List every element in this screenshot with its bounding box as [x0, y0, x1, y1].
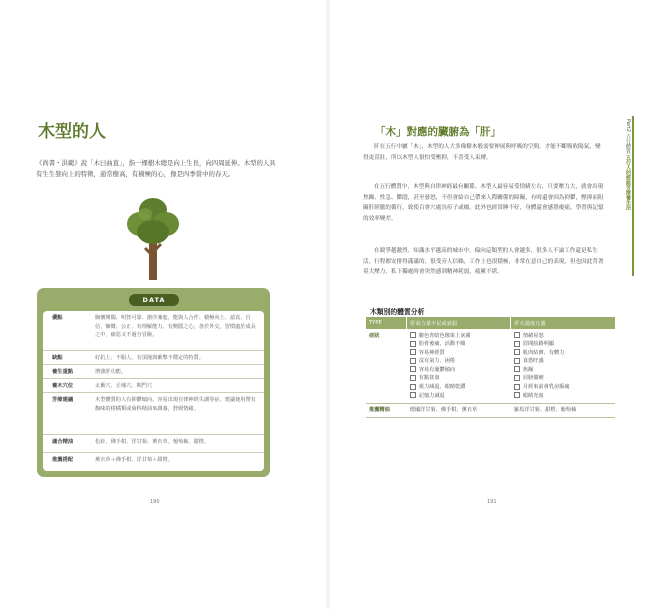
checkbox-icon	[514, 384, 520, 390]
list-item: 記憶力減退	[410, 392, 508, 401]
table-header: TYPE	[366, 317, 407, 329]
data-row-label: 養生重點	[52, 369, 74, 375]
checkbox-icon	[410, 392, 416, 398]
table-cell: 德國洋甘菊、佛手柑、薰衣草	[407, 403, 511, 418]
data-row-value: 木型體質的人有抑鬱傾向，容易出現自律神經失調等症，建議使用帶有馥味的柑橘類或菊科精油來調養，舒緩情緒。	[95, 397, 256, 412]
chapter-label-highlight: 五行人的經絡芳療養生法	[625, 155, 631, 211]
list-item: 容易神經質	[410, 349, 508, 358]
data-row	[43, 378, 264, 393]
data-row-value: 薰衣草＋佛手柑、洋甘菊＋甜橙。	[95, 457, 173, 463]
table-header: 肝火過度亢盛	[511, 317, 615, 329]
checkbox-icon	[410, 341, 416, 347]
data-row	[43, 452, 264, 472]
body-paragraph: 在五行體質中，木型與自律神經最有關係。木型人最容易受情緒左右，只要壓力大，就會出現焦躁、性急、鬱悶，甚至發怒，不但會給自己帶來人際關係的障礙，有時還會因為抑鬱，壓抑而阻礙肝經脈的循行，致使百會穴處長痘子或癢，此外也經常睡不好，身體還會感覺痠痛，學習與記憶的效率變差。	[363, 184, 604, 222]
checkbox-icon	[410, 349, 416, 355]
left-page-title: 木型的人	[38, 122, 106, 142]
list-item: 視力減退、眼睛乾澀	[410, 383, 508, 392]
list-item: 焦躁	[514, 366, 612, 375]
data-row-value: 胸懷開闊、明智可靠、搶序兼進、能與人合作、積極向上、認真、自信、慷慨、公正、有理解能力、有惻隱之心，善於外交，習慣處於成長之中，痛惡又不過分冒險。	[95, 315, 256, 338]
col1-list	[407, 329, 511, 403]
checkbox-icon	[514, 392, 520, 398]
checkbox-icon	[410, 358, 416, 364]
page-number-right: 191	[487, 499, 497, 505]
list-item: 肋骨後痛、活動不順	[410, 340, 508, 349]
right-page-title: 「木」對應的臟腑為「肝」	[375, 126, 501, 138]
data-box	[37, 288, 270, 477]
table-header: 肝氣力量不足或衰弱	[407, 317, 511, 329]
row-label: 症狀	[366, 329, 407, 403]
data-row-label: 適合精油	[52, 439, 74, 445]
data-row-value: 太衝穴、丘墟穴、期門穴	[95, 383, 153, 389]
list-item: 月經來前會乳房脹痛	[514, 383, 612, 392]
data-row-value: 好抗上、不服人、有頂撞與衝擊不穩定的特質。	[95, 355, 204, 361]
data-row	[43, 350, 264, 365]
checkbox-icon	[514, 341, 520, 347]
checkbox-icon	[514, 332, 520, 338]
table-cell: 羅馬洋甘菊、甜橙、葡萄柚	[511, 403, 615, 418]
list-item: 情緒易怒	[514, 332, 612, 341]
intro-paragraph: 《尚書・洪範》說「木曰曲直」，指一棵樹木總是向上生長，向四周延伸。木型的人具有生生發向上的特徵，通常樹高，有橫極的心，像是四季當中的春天。	[36, 159, 276, 178]
checkbox-icon	[410, 366, 416, 372]
chapter-label-prefix: Part2 五行體質	[625, 119, 631, 154]
checkbox-icon	[514, 349, 520, 355]
data-row-label: 缺點	[52, 355, 63, 361]
list-item: 臉色青暗色像果上灰霧	[410, 332, 508, 341]
checkbox-icon	[410, 375, 416, 381]
list-item: 沒有氣力、困倦	[410, 357, 508, 366]
data-row	[43, 364, 264, 379]
data-tag: DATA	[129, 294, 179, 306]
table-row-symptoms	[366, 329, 615, 403]
list-item: 眉間紋路明顯	[514, 340, 612, 349]
table-title: 木類別的體質分析	[370, 308, 425, 316]
body-paragraph: 肝在五行中屬「木」，木型的人大多像樹木般需要伸展與呼吸的空間，才能不斷吸收陽氣，變得更茁壯，所以木型人很怕受壓抑，不喜受人束縛。	[363, 144, 601, 161]
constitution-table	[366, 317, 615, 418]
checkbox-icon	[514, 358, 520, 364]
row-label: 推薦精油	[366, 403, 407, 418]
chapter-side-label	[615, 119, 631, 269]
chapter-side-bar	[632, 116, 634, 276]
list-item: 容易有憂鬱傾向	[410, 366, 508, 375]
checkbox-icon	[410, 384, 416, 390]
checkbox-icon	[410, 332, 416, 338]
data-panel	[43, 311, 264, 471]
data-row-value: 增強肝功能。	[95, 369, 127, 375]
right-page	[328, 0, 655, 609]
page-number-left: 190	[150, 499, 160, 505]
data-row-label: 推薦搭配	[52, 457, 74, 463]
data-row-value: 松針、佛手柑、洋甘菊、薰衣草、葡萄柚、甜橙。	[95, 439, 210, 445]
data-row-label: 優點	[52, 315, 63, 321]
checkbox-icon	[514, 375, 520, 381]
data-row-label: 芳療建議	[52, 397, 74, 403]
data-row	[43, 311, 264, 350]
list-item: 有點貧血	[410, 374, 508, 383]
list-item: 眼睛充血	[514, 392, 612, 401]
data-row	[43, 392, 264, 435]
checkbox-icon	[514, 366, 520, 372]
list-item: 肩膀僵硬	[514, 374, 612, 383]
col2-list	[511, 329, 615, 403]
tree-icon	[123, 196, 183, 282]
data-row-label: 養木穴位	[52, 383, 74, 389]
list-item: 肌肉結實、有體力	[514, 349, 612, 358]
data-row	[43, 434, 264, 453]
list-item: 食慾旺盛	[514, 357, 612, 366]
table-row-oils	[366, 403, 615, 418]
table-header-row	[366, 317, 615, 329]
body-paragraph: 在競爭越激烈、知識水平越高的城市中，偏向這類型的人會越多，很多人不論工作還是私生活，行程都安排得滿滿的，很受旁人信賴，工作上也很積極，非常在意自己的表現，但也因此背著莫大壓力，私下獨處時會突然感到精神耗弱，疲累不堪。	[363, 248, 604, 275]
